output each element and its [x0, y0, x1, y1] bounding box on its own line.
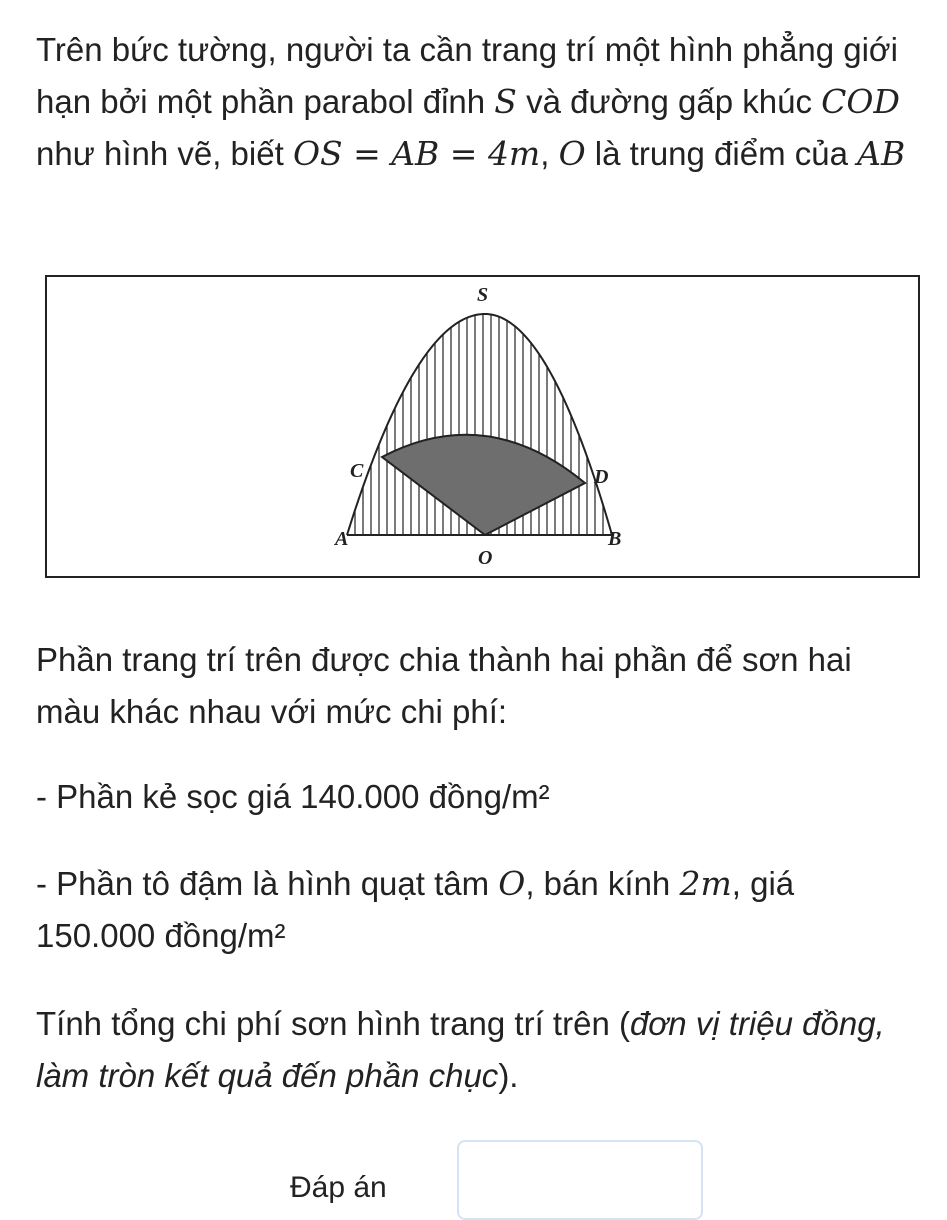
intro-text: ,	[540, 135, 559, 172]
task-text-part: Tính tổng chi phí sơn hình trang trí trên (	[36, 1005, 630, 1042]
question-intro	[36, 24, 916, 180]
parabola-diagram	[47, 277, 922, 580]
intro-text: và đường gấp khúc	[516, 83, 822, 120]
task-text	[36, 998, 916, 1102]
item-sector-price	[36, 858, 916, 962]
answer-input[interactable]	[457, 1140, 703, 1220]
task-italic-part: đơn vị triệu đồng, làm tròn kết quả đến phần chục	[36, 1005, 885, 1094]
label-B: B	[608, 528, 622, 550]
label-D: D	[594, 466, 609, 488]
label-S: S	[477, 284, 489, 306]
math-equation: OS = AB = 4m	[292, 134, 541, 173]
label-C: C	[350, 460, 364, 482]
math-radius: 2m	[679, 864, 732, 903]
item2-text: , giá 150.000 đồng/m²	[36, 865, 795, 954]
math-O: O	[498, 864, 526, 903]
answer-label: Đáp án	[290, 1171, 387, 1204]
math-AB: AB	[857, 134, 906, 173]
item2-text: - Phần tô đậm là hình quạt tâm	[36, 865, 499, 902]
math-COD: COD	[821, 82, 900, 121]
item-striped-price: - Phần kẻ sọc giá 140.000 đồng/m²	[36, 778, 550, 815]
item2-text: , bán kính	[525, 865, 680, 902]
intro-text: là trung điểm của	[585, 135, 858, 172]
math-O: O	[558, 134, 586, 173]
task-text-part: ).	[498, 1057, 519, 1094]
math-S: S	[494, 82, 517, 121]
parabola-figure	[45, 275, 920, 578]
label-A: A	[335, 528, 349, 550]
intro-text: Trên bức tường, người ta cần trang trí một hình phẳng giới hạn bởi một phần parabol đỉnh	[36, 31, 898, 120]
label-O: O	[478, 547, 493, 569]
split-text: Phần trang trí trên được chia thành hai phần để sơn hai màu khác nhau với mức chi phí:	[36, 641, 852, 730]
intro-text: như hình vẽ, biết	[36, 135, 293, 172]
